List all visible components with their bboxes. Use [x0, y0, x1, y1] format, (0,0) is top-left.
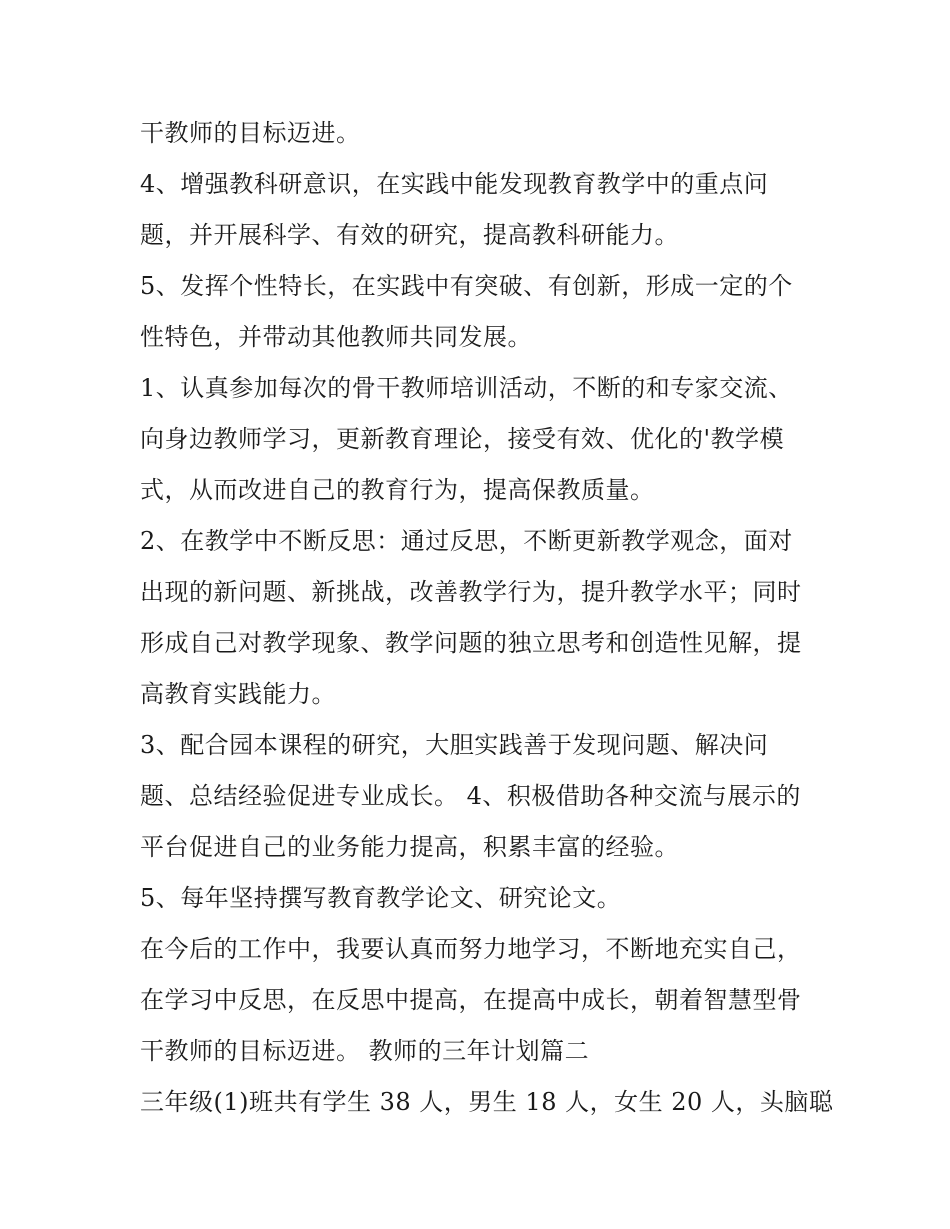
text-line: 4、增强教科研意识，在实践中能发现教育教学中的重点问	[140, 170, 769, 198]
text-line: 3、配合园本课程的研究，大胆实践善于发现问题、解决问	[140, 731, 769, 759]
text-line: 形成自己对教学现象、教学问题的独立思考和创造性见解，提	[140, 629, 802, 657]
text-line: 干教师的目标迈进。 教师的三年计划篇二	[140, 1037, 590, 1065]
text-line: 干教师的目标迈进。	[140, 119, 361, 147]
text-line: 性特色，并带动其他教师共同发展。	[140, 323, 532, 351]
text-line: 题、总结经验促进专业成长。 4、积极借助各种交流与展示的	[140, 782, 801, 810]
text-line: 高教育实践能力。	[140, 680, 336, 708]
text-line: 平台促进自己的业务能力提高，积累丰富的经验。	[140, 833, 679, 861]
text-line: 在今后的工作中，我要认真而努力地学习，不断地充实自己，	[140, 935, 802, 963]
text-line: 2、在教学中不断反思：通过反思，不断更新教学观念，面对	[140, 527, 793, 555]
text-line: 出现的新问题、新挑战，改善教学行为，提升教学水平；同时	[140, 578, 802, 606]
text-line: 5、发挥个性特长，在实践中有突破、有创新，形成一定的个	[140, 272, 793, 300]
text-line: 1、认真参加每次的骨干教师培训活动，不断的和专家交流、	[140, 374, 793, 402]
text-line: 向身边教师学习，更新教育理论，接受有效、优化的'教学模	[140, 425, 785, 453]
text-line: 式，从而改进自己的教育行为，提高保教质量。	[140, 476, 655, 504]
text-line: 5、每年坚持撰写教育教学论文、研究论文。	[140, 884, 622, 912]
text-line: 题，并开展科学、有效的研究，提高教科研能力。	[140, 221, 679, 249]
text-line: 三年级(1)班共有学生 38 人，男生 18 人，女生 20 人，头脑聪	[140, 1088, 834, 1116]
document-body	[140, 108, 834, 1128]
text-line: 在学习中反思，在反思中提高，在提高中成长，朝着智慧型骨	[140, 986, 802, 1014]
